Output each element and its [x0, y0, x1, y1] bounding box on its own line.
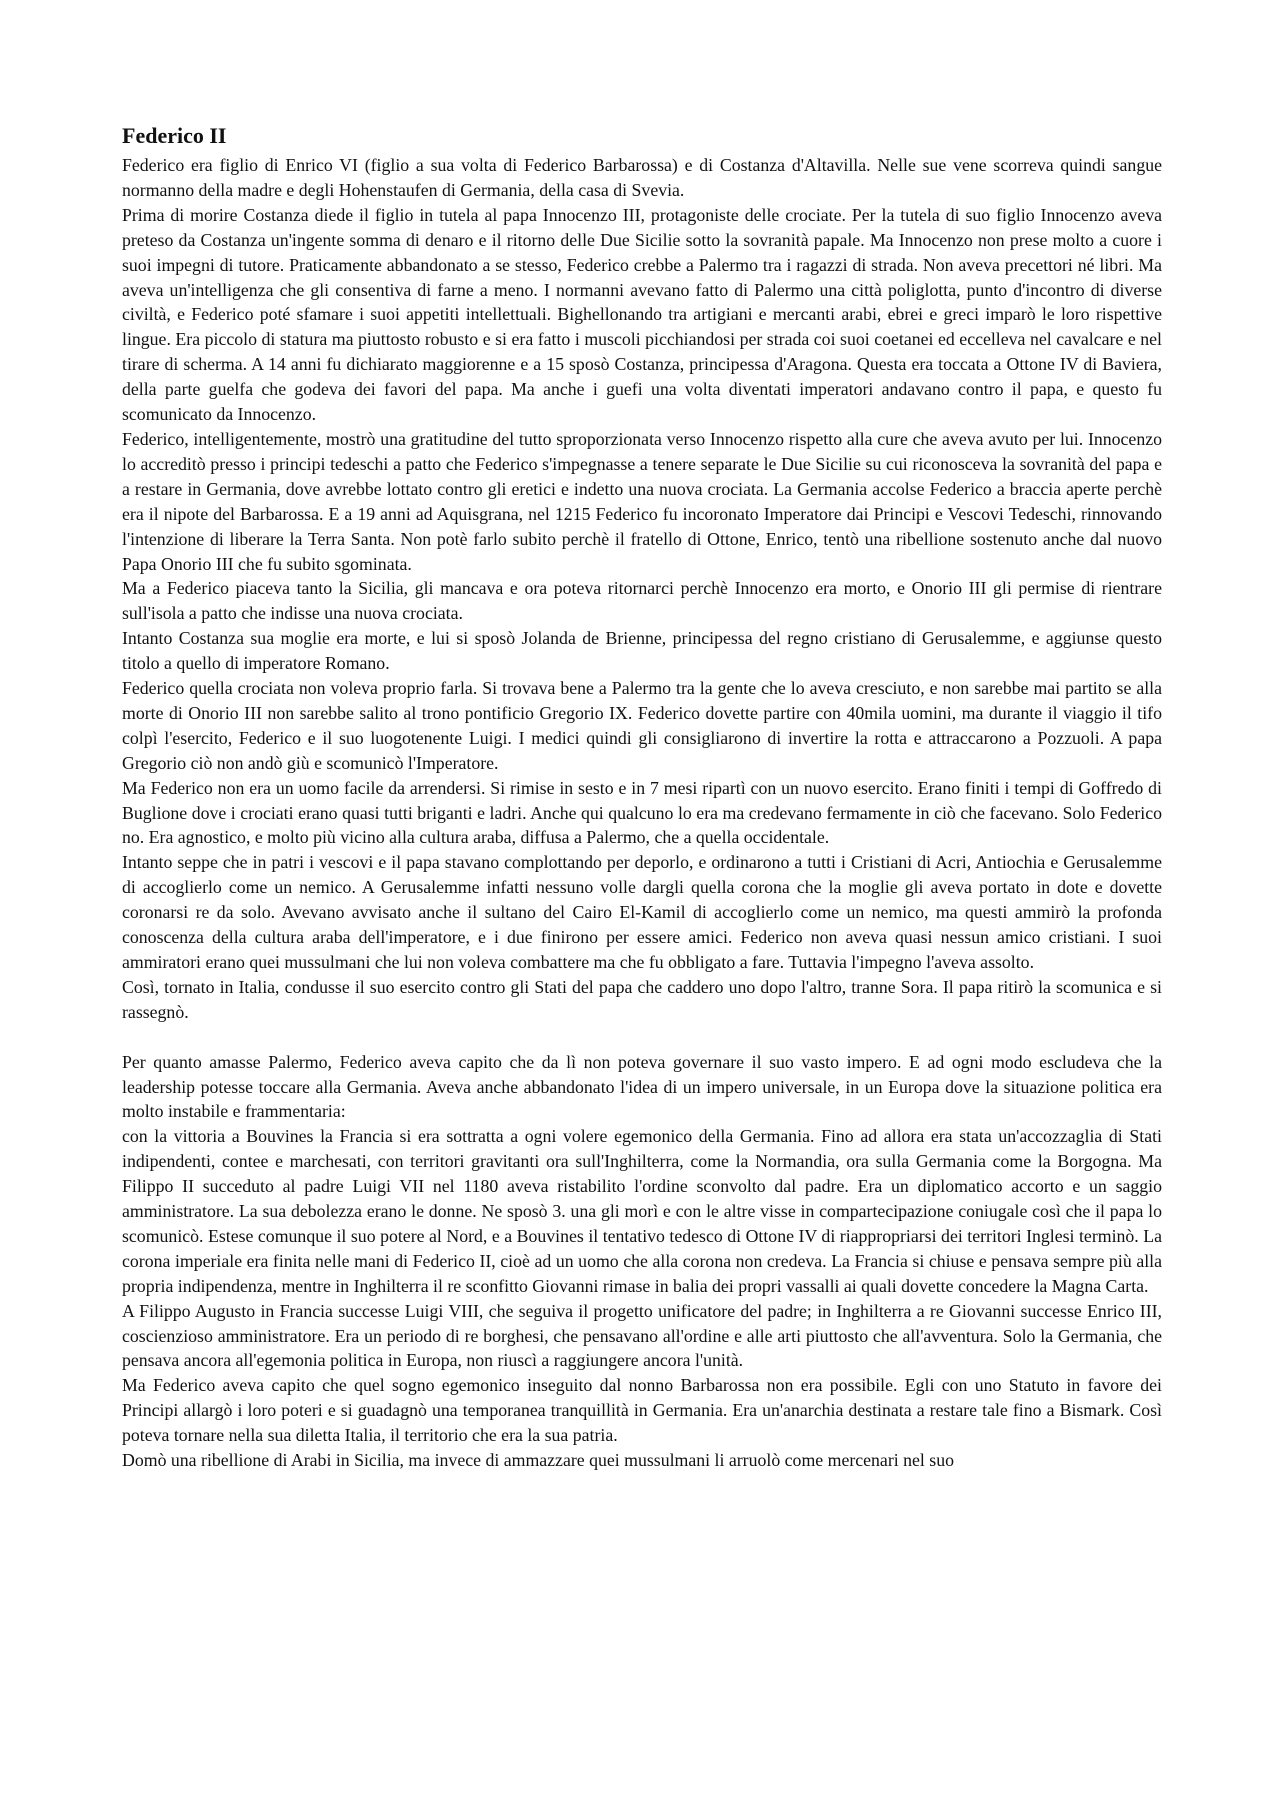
document-title: Federico II: [122, 123, 227, 148]
paragraph-spacer: [122, 1025, 1162, 1050]
paragraph-successors: A Filippo Augusto in Francia successe Luigi VIII, che seguiva il progetto unificatore del padre; in Inghilterra a re Giovanni successe Enrico III, coscienzioso amministratore. Era un periodo di re borghesi, che pensavano all'ordine e alle arti piuttosto che all'avventura. Solo la Germania, che pensava ancora all'egemonia politica in Europa, non riuscì a raggiungere ancora l'unità.: [122, 1300, 1162, 1371]
paragraph-crusade-delay: Federico quella crociata non voleva proprio farla. Si trovava bene a Palermo tra la gente che lo aveva cresciuto, e non sarebbe mai partito se alla morte di Onorio III non sarebbe salito al trono pontificio Gregorio IX. Federico dovette partire con 40mila uomini, ma durante il viaggio il tifo colpì l'esercito, Federico e il suo luogotenente Luigi. I medici quindi gli consigliarono di invertire la rotta e attraccarono a Pozzuoli. A papa Gregorio ciò non andò giù e scomunicò l'Imperatore.: [122, 678, 1162, 773]
paragraph-return-sicily: Ma a Federico piaceva tanto la Sicilia, gli mancava e ora poteva ritornarci perchè Innocenzo era morto, e Onorio III gli permise di rientrare sull'isola a patto che indisse una nuova crociata.: [122, 578, 1162, 624]
paragraph-empire: Per quanto amasse Palermo, Federico aveva capito che da lì non poteva governare il suo vasto impero. E ad ogni modo escludeva che la leadership potesse toccare alla Germania. Aveva anche abbandonato l'idea di un impero universale, in un Europa dove la situazione politica era molto instabile e frammentaria:: [122, 1051, 1162, 1122]
document-page: [122, 122, 1162, 1473]
paragraph-return-italy: Così, tornato in Italia, condusse il suo esercito contro gli Stati del papa che caddero uno dopo l'altro, tranne Sora. Il papa ritirò la scomunica e si rassegnò.: [122, 976, 1162, 1022]
paragraph-parentage: Federico era figlio di Enrico VI (figlio a sua volta di Federico Barbarossa) e di Costanza d'Altavilla. Nelle sue vene scorreva quindi sangue normanno della madre e degli Hohenstaufen di Germania, della casa di Svevia.: [122, 155, 1162, 200]
paragraph-france-bouvines: con la vittoria a Bouvines la Francia si era sottratta a ogni volere egemonico della Germania. Fino ad allora era stata un'accozzaglia di Stati indipendenti, contee e marchesati, con territori gravitanti ora sull'Inghilterra, come la Normandia, ora sulla Germania come la Borgogna. Ma Filippo II succeduto al padre Luigi VII nel 1180 aveva ristabilito l'ordine sconvolto dal padre. Era un diplomatico accorto e un saggio amministratore. La sua debolezza erano le donne. Ne sposò 3. una gli morì e con le altre visse in compartecipazione coniugale così che il papa lo scomunicò. Estese comunque il suo potere al Nord, e a Bouvines il tentativo tedesco di Ottone IV di riappropriarsi dei territori Inglesi terminò. La corona imperiale era finita nelle mani di Federico II, cioè ad un uomo che alla corona non credeva. La Francia si chiuse e pensava sempre più alla propria indipendenza, mentre in Inghilterra il re sconfitto Giovanni rimase in balia dei propri vassalli ai quali dovette concedere la Magna Carta.: [122, 1126, 1162, 1296]
paragraph-childhood: Prima di morire Costanza diede il figlio in tutela al papa Innocenzo III, protagoniste delle crociate. Per la tutela di suo figlio Innocenzo aveva preteso da Costanza un'ingente somma di denaro e il ritorno delle Due Sicilie sotto la sovranità papale. Ma Innocenzo non prese molto a cuore i suoi impegni di tutore. Praticamente abbandonato a se stesso, Federico crebbe a Palermo tra i ragazzi di strada. Non aveva precettori né libri. Ma aveva un'intelligenza che gli consentiva di farne a meno. I normanni avevano fatto di Palermo una città poliglotta, punto d'incontro di diverse civiltà, e Federico poté sfamare i suoi appetiti intellettuali. Bighellonando tra artigiani e mercanti arabi, ebrei e greci imparò le loro rispettive lingue. Era piccolo di statura ma piuttosto robusto e si era fatto i muscoli picchiandosi per strada coi suoi coetanei ed eccelleva nel cavalcare e nel tirare di scherma. A 14 anni fu dichiarato maggiorenne e a 15 sposò Costanza, principessa d'Aragona. Questa era toccata a Ottone IV di Baviera, della parte guelfa che godeva dei favori del papa. Ma anche i guefi una volta diventati imperatori andavano contro il papa, e questo fu scomunicato da Innocenzo.: [122, 204, 1162, 425]
paragraph-coronation: Federico, intelligentemente, mostrò una gratitudine del tutto sproporzionata verso Innocenzo rispetto alla cure che aveva avuto per lui. Innocenzo lo accreditò presso i principi tedeschi a patto che Federico s'impegnasse a tenere separate le Due Sicilie su cui riconosceva la sovranità del papa e a restare in Germania, dove avrebbe lottato contro gli eretici e indetto una nuova crociata. La Germania accolse Federico a braccia aperte perchè era il nipote del Barbarossa. E a 19 anni ad Aquisgrana, nel 1215 Federico fu incoronato Imperatore dai Principi e Vescovi Tedeschi, rinnovando l'intenzione di liberare la Terra Santa. Non potè farlo subito perchè il fratello di Ottone, Enrico, tentò una ribellione sostenuto anche dal nuovo Papa Onorio III che fu subito sgominata.: [122, 428, 1162, 574]
paragraph-second-marriage: Intanto Costanza sua moglie era morte, e lui si sposò Jolanda de Brienne, principessa del regno cristiano di Gerusalemme, e aggiunse questo titolo a quello di imperatore Romano.: [122, 628, 1162, 674]
paragraph-statute: Ma Federico aveva capito che quel sogno egemonico inseguito dal nonno Barbarossa non era possibile. Egli con uno Statuto in favore dei Principi allargò i loro poteri e si guadagnò una temporanea tranquillità in Germania. Era un'anarchia destinata a restare tale fino a Bismark. Così poteva tornare nella sua diletta Italia, il territorio che era la sua patria.: [122, 1375, 1162, 1446]
paragraph-new-army: Ma Federico non era un uomo facile da arrendersi. Si rimise in sesto e in 7 mesi ripartì con un nuovo esercito. Erano finiti i tempi di Goffredo di Buglione dove i crociati erano quasi tutti briganti e ladri. Anche qui qualcuno lo era ma credevano fermamente in ciò che facevano. Solo Federico no. Era agnostico, e molto più vicino alla cultura araba, diffusa a Palermo, che a quella occidentale.: [122, 777, 1162, 848]
paragraph-arab-rebellion: Domò una ribellione di Arabi in Sicilia, ma invece di ammazzare quei mussulmani li arruolò come mercenari nel suo: [122, 1450, 955, 1471]
paragraph-jerusalem: Intanto seppe che in patri i vescovi e il papa stavano complottando per deporlo, e ordinarono a tutti i Cristiani di Acri, Antiochia e Gerusalemme di accoglierlo come un nemico. A Gerusalemme infatti nessuno volle dargli quella corona che la moglie gli aveva portato in dote e dovette coronarsi re da solo. Avevano avvisato anche il sultano del Cairo El-Kamil di accoglierlo come un nemico, ma questi ammirò la profonda conoscenza della cultura araba dell'imperatore, e i due finirono per essere amici. Federico non aveva quasi nessun amico cristiani. I suoi ammiratori erano quei mussulmani che lui non voleva combattere ma che fu obbligato a fare. Tuttavia l'impegno l'aveva assolto.: [122, 852, 1162, 972]
